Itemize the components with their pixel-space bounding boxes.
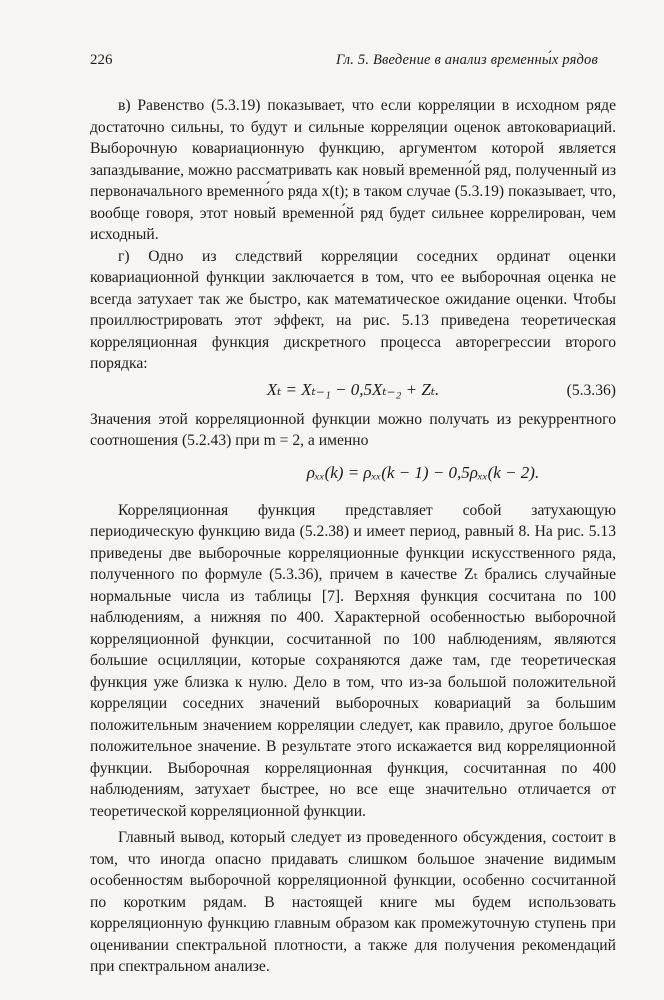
equation-recurrence bbox=[90, 460, 616, 494]
page-number: 226 bbox=[90, 52, 113, 68]
running-header bbox=[90, 52, 598, 76]
equation-recurrence-body: ρₓₓ(k) = ρₓₓ(k − 1) − 0,5ρₓₓ(k − 2). bbox=[306, 462, 540, 482]
equation-5-3-36 bbox=[90, 377, 616, 405]
paragraph-correlation: Корреляционная функция представляет собой затухающую периодическую функцию вида (5.2.38) и имеет период, равный 8. На рис. 5.13 приведены две выборочные корреляционные функции искусственного ряда, полученного по формуле (5.3.36), причем в качестве Zₜ брались случайные нормальные числа из таблицы [7]. Верхняя функция сосчитана по 100 наблюдениям, а нижняя по 400. Характерной особенностью выборочной корреляционной функции, сосчитанной по 100 наблюдениям, являются большие осцилляции, которые сохраняются даже там, где теоретическая функция уже близка к нулю. Дело в том, что из-за большой положительной корреляции соседних значений выборочных ковариаций за большим положительным значением корреляции следует, как правило, другое большое положительное значение. В результате этого искажается вид корреляционной функции. Выборочная корреляционная функция, сосчитанная по 400 наблюдениям, затухает быстрее, но все еще значительно отличается от теоретической корреляционной функции. bbox=[90, 501, 616, 820]
paragraph-g: г) Одно из следствий корреляции соседних ординат оценки ковариационной функции заключается в том, что ее выборочная оценка не всегда затухает так же быстро, как математическое ожидание оценки. Чтобы проиллюстрировать этот эффект, на рис. 5.13 приведена теоретическая корреляционная функция дискретного процесса авторегрессии второго порядка: bbox=[90, 247, 616, 372]
paragraph-conclusion: Главный вывод, который следует из проведенного обсуждения, состоит в том, что иногда опасно придавать слишком большое значение видимым особенностям выборочной корреляционной функции, особенно сосчитанной по коротким рядам. В настоящей книге мы будем использовать корреляционную функцию главным образом как промежуточную ступень при оценивании спектральной плотности, а также для получения рекомендаций при спектральном анализе. bbox=[90, 829, 616, 975]
paragraph-recurrence: Значения этой корреляционной функции можно получать из рекуррентного соотношения (5.2.43) при m = 2, а именно bbox=[90, 410, 616, 449]
equation-5-3-36-body: Xₜ = Xₜ₋₁ − 0,5Xₜ₋₂ + Zₜ. bbox=[266, 379, 440, 399]
equation-number: (5.3.36) bbox=[566, 381, 616, 399]
paragraph-v: в) Равенство (5.3.19) показывает, что если корреляции в исходном ряде достаточно сильны, то будут и сильные корреляции оценок автоковариаций. Выборочную ковариационную функцию, аргументом которой является запаздывание, можно рассматривать как новый временно́й ряд, полученный из первоначального временно́го ряда x(t); в таком случае (5.3.19) показывает, что, вообще говоря, этот новый временно́й ряд будет сильнее коррелирован, чем исходный. bbox=[90, 97, 616, 243]
body-text bbox=[90, 95, 616, 978]
chapter-title: Гл. 5. Введение в анализ временны́х рядов bbox=[336, 52, 598, 68]
